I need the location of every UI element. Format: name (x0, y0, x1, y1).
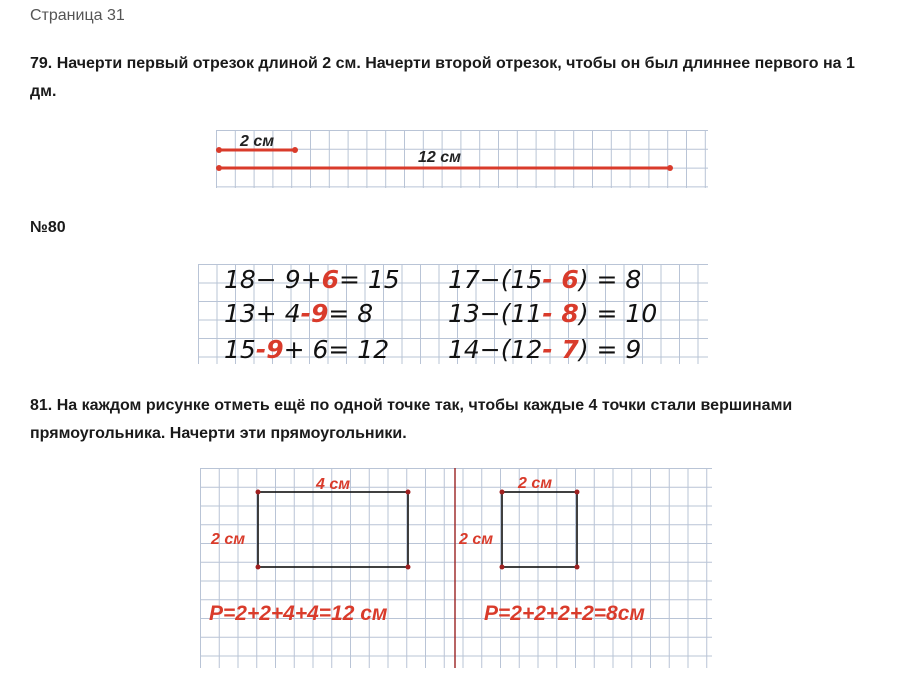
left-perimeter: P=2+2+4+4=12 см (209, 602, 388, 625)
right-vertex (500, 565, 505, 570)
left-rectangle (258, 492, 408, 567)
task-80-equations (198, 264, 708, 364)
segment-12cm-start-point (216, 165, 222, 171)
left-vertex (256, 565, 261, 570)
equation-3: 15-9+ 6= 12 (224, 335, 390, 364)
equation-1: 18− 9+6= 15 (224, 265, 400, 294)
right-side-label: 2 см (459, 531, 494, 548)
page-title: Страница 31 (30, 7, 125, 24)
right-vertex (575, 490, 580, 495)
label-12cm: 12 см (418, 149, 461, 166)
left-vertex (256, 490, 261, 495)
left-vertex (406, 490, 411, 495)
segment-2cm-end-point (292, 147, 298, 153)
task-80-heading: №80 (30, 219, 66, 236)
label-2cm: 2 см (240, 133, 275, 150)
left-side-label: 2 см (211, 531, 246, 548)
right-rectangle (502, 492, 577, 567)
equation-2: 13+ 4-9= 8 (224, 299, 374, 328)
task-81-text: 81. На каждом рисунке отметь ещё по одной точке так, чтобы каждые 4 точки стали вершинами прямоугольника. Начерти эти прямоугольники. (30, 397, 793, 442)
equation-6: 14−(12- 7) = 9 (448, 335, 642, 364)
grid (200, 468, 712, 668)
segment-12cm-end-point (667, 165, 673, 171)
grid (216, 130, 708, 188)
left-top-label: 4 см (316, 476, 351, 493)
task-81-figures (200, 468, 712, 668)
left-vertex (406, 565, 411, 570)
equation-4: 17−(15- 6) = 8 (448, 265, 642, 294)
right-perimeter: P=2+2+2+2=8см (484, 602, 645, 625)
task-79-figure (216, 130, 708, 188)
right-top-label: 2 см (518, 475, 553, 492)
equation-5: 13−(11- 8) = 10 (448, 299, 658, 328)
right-vertex (500, 490, 505, 495)
right-vertex (575, 565, 580, 570)
task-79-text: 79. Начерти первый отрезок длиной 2 см. Начерти второй отрезок, чтобы он был длиннее первого на 1 дм. (30, 55, 855, 100)
segment-2cm-start-point (216, 147, 222, 153)
